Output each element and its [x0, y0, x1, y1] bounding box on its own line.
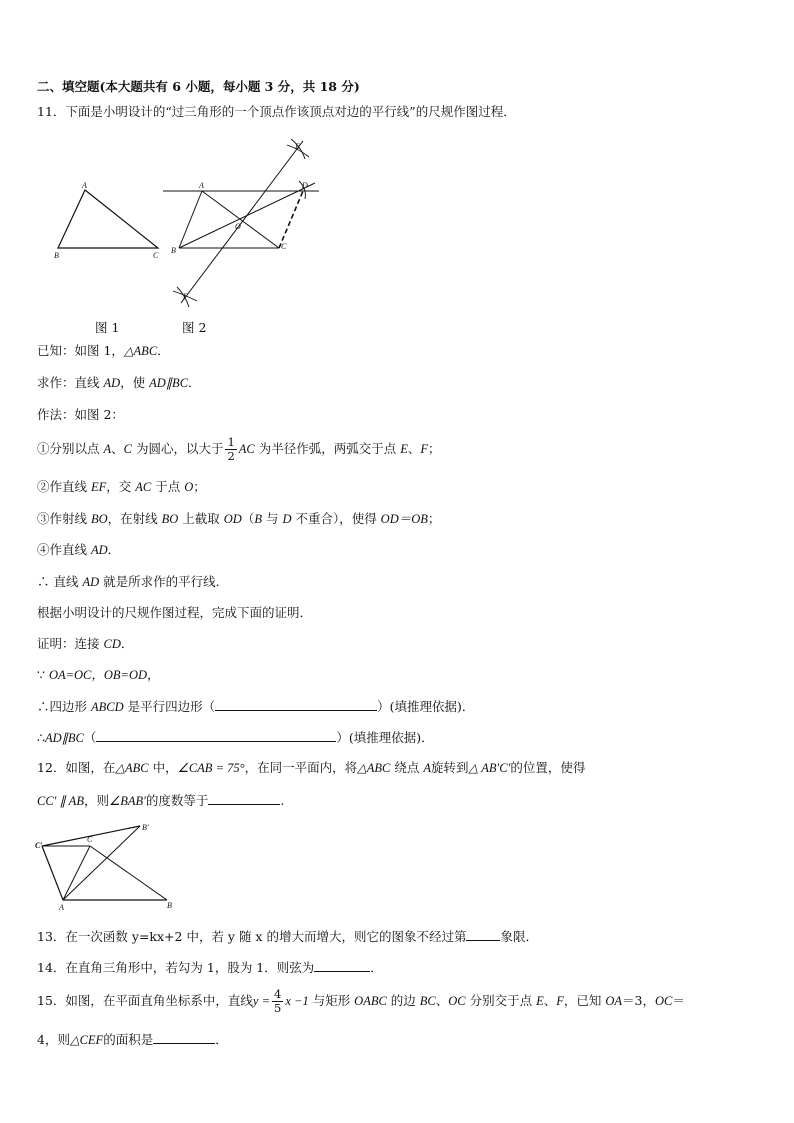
- q11-task: 根据小明设计的尺规作图过程，完成下面的证明．: [37, 605, 313, 620]
- q12-l1-c: ，在同一平面内，将: [244, 760, 358, 775]
- q12-l2-b: 的度数等于: [145, 793, 209, 808]
- then2-m: AD∥BC: [44, 731, 84, 745]
- fig1-label-a: A: [82, 181, 87, 190]
- q12-line-1: [37, 760, 585, 776]
- q14: [37, 959, 383, 976]
- then1-b: 是平行四边形（: [123, 699, 216, 714]
- q11-step-3: [37, 511, 440, 527]
- q12-label-b: B: [167, 901, 172, 910]
- fig2-label-e: E: [295, 142, 300, 151]
- q12-l2-a: ，则: [83, 793, 109, 808]
- step2-m1: EF: [90, 480, 107, 494]
- then1-a: ∴四边形: [37, 699, 91, 714]
- q12-label-c1: C′: [35, 841, 43, 850]
- q12-figure: [35, 820, 185, 912]
- fig2-label-o: O: [235, 222, 241, 231]
- then1-c: ）(填推理依据)．: [377, 699, 475, 714]
- q15-l1-a: 15．如图，在平面直角坐标系中，直线: [37, 993, 253, 1008]
- answer-blank-parallel[interactable]: [96, 729, 336, 742]
- find-prefix: 求作：直线: [37, 375, 104, 390]
- find-mid: ，使: [120, 375, 150, 390]
- answer-blank-q13[interactable]: [466, 928, 500, 941]
- concl-a: ∴ 直线: [37, 574, 83, 589]
- q13: [37, 928, 538, 945]
- then1-m: ABCD: [90, 700, 124, 714]
- fig2-label-f: F: [183, 292, 188, 301]
- q11-conclusion: [37, 574, 228, 590]
- q11-known: [37, 343, 170, 359]
- step2-d: ；: [193, 479, 206, 494]
- because-a: ∵: [37, 667, 49, 682]
- q11-find: [37, 375, 201, 391]
- fig1-caption: 图 1: [95, 320, 120, 335]
- fig2-label-a: A: [199, 181, 204, 190]
- q14-text: 14．在直角三角形中，若勾为 1，股为 1．则弦为: [37, 960, 315, 975]
- q13-text: 13．在一次函数 y=kx+2 中，若 y 随 x 的增大而增大，则它的图象不经过第: [37, 929, 467, 944]
- q11-intro: 11．下面是小明设计的“过三角形的一个顶点作该顶点对边的平行线”的尺规作图过程．: [37, 104, 516, 119]
- q15-l1-m8: OA: [605, 994, 623, 1008]
- step1-m3: AC: [238, 442, 255, 456]
- q15-l1-m3: OABC: [354, 994, 387, 1008]
- find-end: ．: [188, 375, 201, 390]
- q12-l1-b: 中，: [148, 760, 178, 775]
- answer-blank-q14[interactable]: [314, 959, 370, 972]
- step4-m1: AD: [90, 543, 108, 557]
- q11-therefore-2: [37, 729, 434, 746]
- step1-d: 为半径作弧，两弧交于点: [254, 441, 401, 456]
- q15-l1-m5: OC: [448, 994, 466, 1008]
- proof-b: ．: [120, 636, 134, 651]
- then2-a: ∴: [37, 730, 45, 745]
- proof-m: CD: [103, 637, 121, 651]
- step1-m5: F: [420, 442, 429, 456]
- step3-f: 不重合），使得: [291, 511, 381, 526]
- step1-e: 、: [407, 441, 421, 456]
- q12-line-2: [37, 792, 284, 809]
- q11-figure-1: [50, 180, 170, 265]
- q11-figure-2: [155, 135, 330, 310]
- q15-line-2: [37, 1031, 228, 1048]
- q11-step-1: [37, 436, 441, 463]
- q11-proof: [37, 636, 133, 652]
- step1-m1: A: [103, 442, 112, 456]
- step2-b: ，交: [106, 479, 136, 494]
- step3-m3: OD: [223, 512, 242, 526]
- then2-c: ）(填推理依据)．: [336, 730, 434, 745]
- section-header: 二、填空题(本大题共有 6 小题，每小题 3 分，共 18 分): [37, 79, 360, 94]
- q12-l1-f: 的位置，使得: [510, 760, 586, 775]
- step3-a: ③作射线: [37, 511, 91, 526]
- step3-g: ；: [427, 511, 441, 526]
- answer-blank-q12[interactable]: [208, 792, 280, 805]
- q15-l1-f: 、: [543, 993, 557, 1008]
- q11-method: 作法：如图 2：: [37, 407, 124, 422]
- known-text: 已知：如图 1，: [37, 343, 124, 358]
- step3-m6: OD＝OB: [380, 512, 428, 526]
- fig1-label-b: B: [54, 251, 59, 260]
- fraction-half: [225, 436, 236, 463]
- q15-l2-c: ．: [215, 1032, 228, 1047]
- step2-a: ②作直线: [37, 479, 91, 494]
- q12-l1-m2: ∠CAB = 75°: [177, 761, 245, 775]
- step3-m1: BO: [90, 512, 108, 526]
- step1-a: ①分别以点: [37, 441, 104, 456]
- step2-c: 于点: [151, 479, 185, 494]
- step3-e: 与: [261, 511, 283, 526]
- q15-l1-m6: E: [536, 994, 544, 1008]
- q12-l1-e: 旋转到: [430, 760, 469, 775]
- q12-l2-m2: ∠BAB′: [108, 794, 146, 808]
- step1-b: 、: [111, 441, 124, 456]
- q15-frac-num: 4: [274, 987, 282, 1001]
- step3-m4: B: [254, 512, 262, 526]
- step1-m4: E: [400, 442, 408, 456]
- q12-label-b1: B′: [142, 823, 149, 832]
- q12-l1-m3: △ABC: [357, 761, 391, 775]
- fig1-label-c: C: [153, 251, 159, 260]
- step2-m2: AC: [135, 480, 152, 494]
- step2-m3: O: [184, 480, 194, 494]
- find-math-1: AD: [103, 376, 121, 390]
- q15-line-1: [37, 988, 685, 1015]
- q15-l1-c: 的边: [386, 993, 420, 1008]
- q15-l1-m1: y =: [252, 994, 271, 1008]
- fig2-caption: 图 2: [182, 320, 207, 335]
- q12-l1-m4: A: [423, 761, 431, 775]
- q14-end: ．: [370, 960, 383, 975]
- q13-end: 象限．: [500, 929, 538, 944]
- q12-l1-m1: △ABC: [115, 761, 149, 775]
- fig2-label-b: B: [171, 246, 176, 255]
- q15-l1-i: ＝: [672, 993, 685, 1008]
- because-m: OA=OC，OB=OD: [48, 668, 148, 682]
- q12-l1-m5: △ AB′C′: [468, 761, 511, 775]
- proof-a: 证明：连接: [37, 636, 104, 651]
- q15-l1-m2: x −1: [285, 994, 309, 1008]
- q15-l1-m4: BC: [419, 994, 436, 1008]
- concl-b: 就是所求作的平行线．: [99, 574, 229, 589]
- because-b: ，: [147, 667, 160, 682]
- q15-l1-d: 、: [435, 993, 449, 1008]
- q12-l2-m1: CC′ ∥ AB: [37, 794, 84, 808]
- q12-l2-c: .: [280, 793, 285, 808]
- q15-l1-h: ＝3，: [622, 993, 655, 1008]
- known-end: ．: [157, 343, 170, 358]
- find-math-2: AD∥BC: [149, 376, 189, 390]
- q15-l1-b: 与矩形: [308, 993, 355, 1008]
- frac-den: 2: [227, 449, 235, 463]
- triangle-abc: [58, 190, 158, 248]
- answer-blank-parallelogram[interactable]: [215, 698, 377, 711]
- q11-therefore-1: [37, 698, 474, 715]
- step4-a: ④作直线: [37, 542, 91, 557]
- q11-because: [37, 667, 160, 683]
- fig2-label-c: C: [281, 242, 287, 251]
- q15-l1-e: 分别交于点: [465, 993, 537, 1008]
- q15-l1-m7: F: [556, 994, 564, 1008]
- answer-blank-q15[interactable]: [153, 1031, 215, 1044]
- q12-label-a: A: [59, 903, 64, 912]
- step3-d: （: [241, 511, 255, 526]
- q11-step-4: [37, 542, 120, 558]
- q11-step-2: [37, 479, 206, 495]
- q15-l2-m: △CEF: [69, 1033, 104, 1047]
- step1-c: 为圆心，以大于: [131, 441, 224, 456]
- known-math: △ABC: [123, 344, 158, 358]
- fig2-label-d: D: [302, 181, 308, 190]
- fraction-four-fifths: [272, 988, 283, 1015]
- concl-m: AD: [82, 575, 100, 589]
- q12-l1-a: 12．如图，在: [37, 760, 116, 775]
- step3-m2: BO: [161, 512, 179, 526]
- q12-label-c: C: [87, 835, 93, 844]
- q15-l1-m9: OC: [655, 994, 673, 1008]
- q15-l1-g: ，已知: [563, 993, 606, 1008]
- step1-f: ；: [428, 441, 441, 456]
- frac-num: 1: [227, 435, 235, 449]
- q15-l2-a: 4，则: [37, 1032, 70, 1047]
- step4-b: ．: [107, 542, 121, 557]
- step3-m5: D: [282, 512, 292, 526]
- q15-l2-b: 的面积是: [103, 1032, 154, 1047]
- step3-c: 上截取: [178, 511, 224, 526]
- step3-b: ，在射线: [107, 511, 162, 526]
- q12-l1-d: 绕点: [390, 760, 424, 775]
- then2-b: （: [83, 730, 97, 745]
- step1-m2: C: [123, 442, 132, 456]
- q15-frac-den: 5: [274, 1001, 282, 1015]
